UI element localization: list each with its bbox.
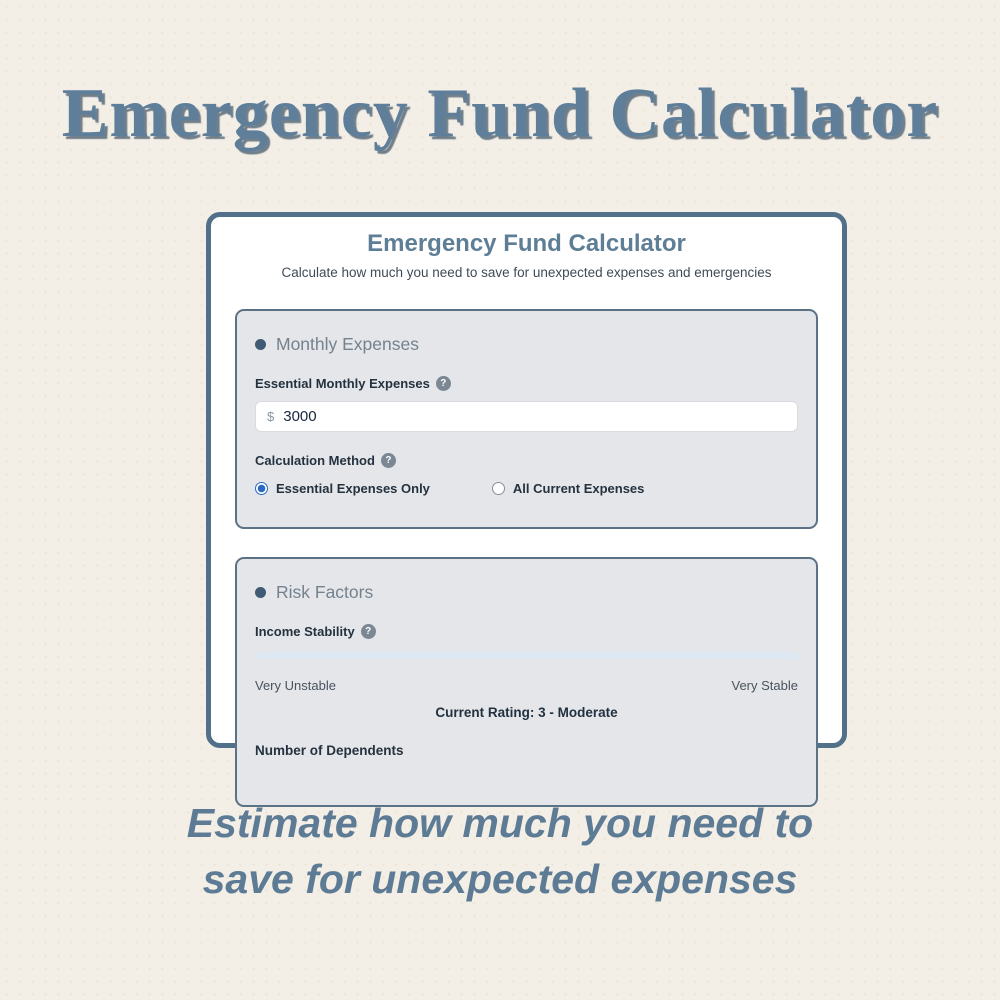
tagline [0, 795, 1000, 907]
income-stability-label [255, 624, 798, 639]
help-icon[interactable]: ? [361, 624, 376, 639]
calculation-method-label [255, 453, 798, 468]
radio-essential-expenses-only[interactable] [255, 481, 430, 496]
emergency-fund-calculator-card [206, 212, 847, 758]
number-of-dependents-label: Number of Dependents [255, 743, 404, 758]
income-stability-slider[interactable] [255, 652, 798, 659]
help-icon[interactable]: ? [436, 376, 451, 391]
dollar-sign-icon: $ [267, 409, 275, 424]
essential-expenses-label [255, 376, 798, 391]
calculation-method-label-text: Calculation Method [255, 453, 375, 468]
card-subtitle: Calculate how much you need to save for unexpected expenses and emergencies [281, 265, 772, 280]
tagline-line-2: save for unexpected expenses [202, 856, 798, 902]
income-stability-label-text: Income Stability [255, 624, 355, 639]
bullet-icon [255, 339, 266, 350]
radio-button-icon[interactable] [255, 482, 268, 495]
calculation-method-options [255, 481, 798, 496]
card-title: Emergency Fund Calculator [367, 230, 686, 257]
essential-expenses-value[interactable]: 3000 [283, 408, 317, 425]
radio-label: Essential Expenses Only [276, 481, 430, 496]
radio-all-current-expenses[interactable] [492, 481, 645, 496]
monthly-expenses-heading-label: Monthly Expenses [276, 334, 419, 354]
help-icon[interactable]: ? [381, 453, 396, 468]
bullet-icon [255, 587, 266, 598]
risk-factors-heading-label: Risk Factors [276, 582, 374, 602]
radio-button-icon[interactable] [492, 482, 505, 495]
hero-title: Emergency Fund Calculator [61, 75, 939, 152]
risk-factors-heading [255, 582, 798, 603]
tagline-line-1: Estimate how much you need to [186, 800, 814, 846]
slider-max-label: Very Stable [731, 678, 798, 693]
essential-expenses-input[interactable] [255, 401, 798, 432]
risk-factors-section [235, 557, 818, 807]
income-stability-slider-labels [255, 678, 798, 693]
slider-min-label: Very Unstable [255, 678, 336, 693]
essential-expenses-label-text: Essential Monthly Expenses [255, 376, 430, 391]
monthly-expenses-section [235, 309, 818, 529]
radio-label: All Current Expenses [512, 481, 645, 496]
current-rating-text: Current Rating: 3 - Moderate [435, 705, 618, 720]
monthly-expenses-heading [255, 334, 798, 355]
